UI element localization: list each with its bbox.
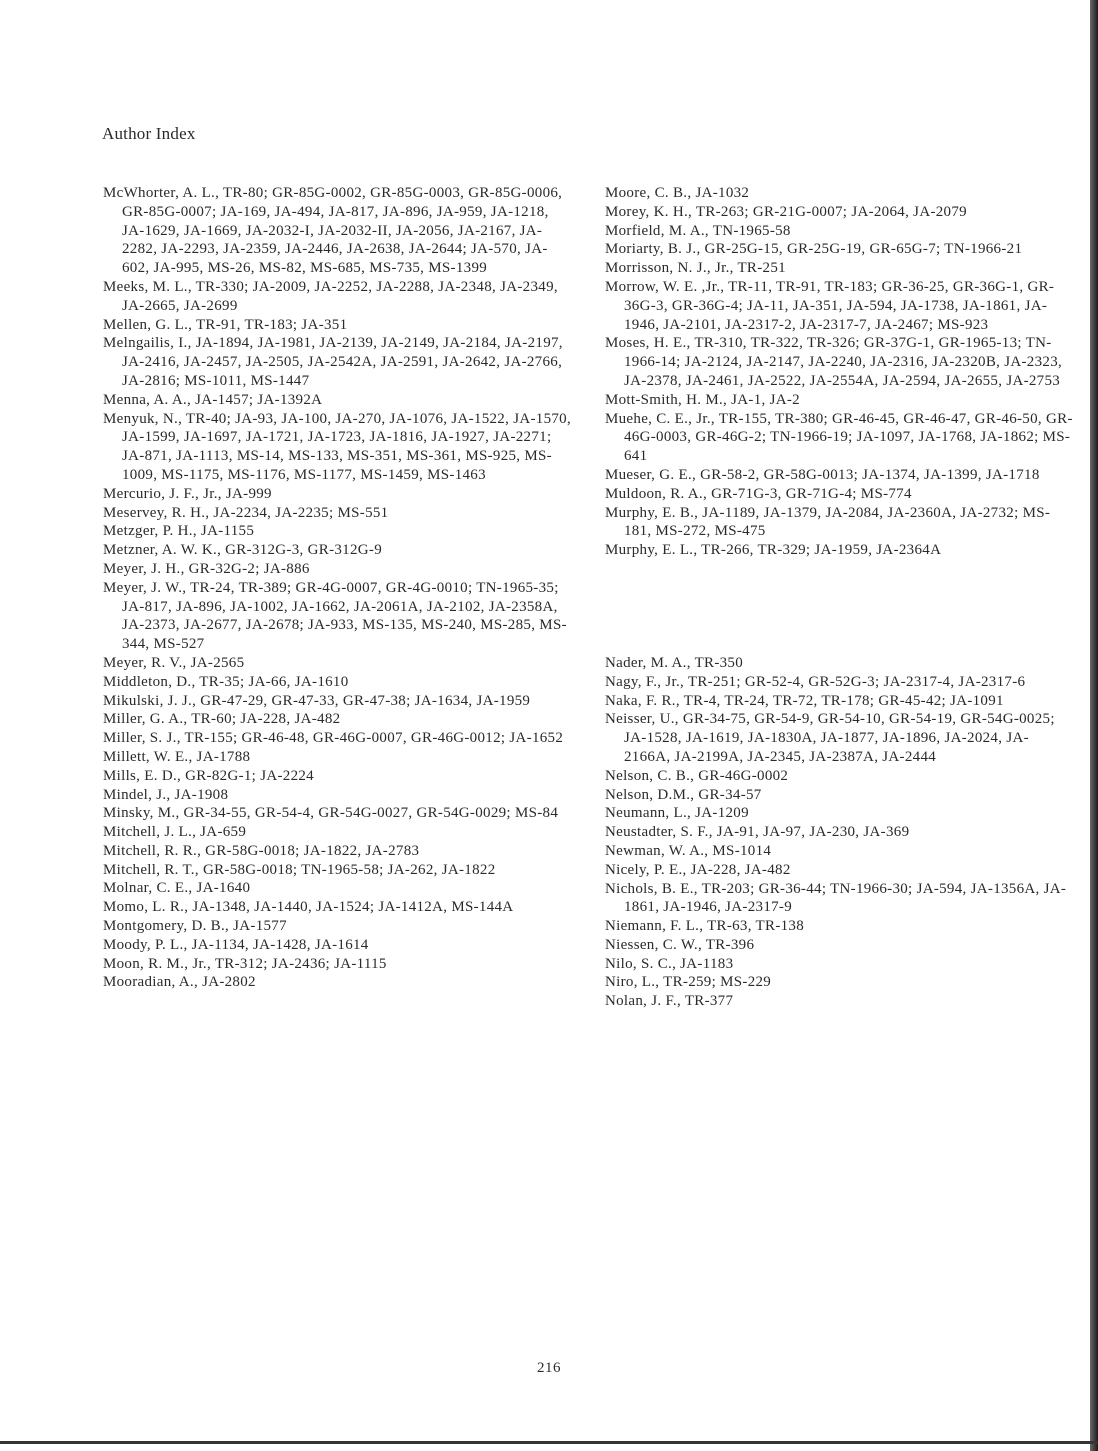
index-entry: Murphy, E. B., JA-1189, JA-1379, JA-2084, JA-2360A, JA-2732; MS-181, MS-272, MS-475 [605, 504, 1051, 540]
index-entry: Mercurio, J. F., Jr., JA-999 [103, 485, 272, 502]
index-entry: Morrow, W. E. ,Jr., TR-11, TR-91, TR-183; GR-36-25, GR-36G-1, GR-36G-3, GR-36G-4; JA-11, JA-351, JA-594, JA-1738, JA-1861, JA-1946, JA-2101, JA-2317-2, JA-2317-7, JA-2467; MS-923 [605, 278, 1055, 333]
index-entry: Muehe, C. E., Jr., TR-155, TR-380; GR-46-45, GR-46-47, GR-46-50, GR-46G-0003, GR-46G-2; TN-1966-19; JA-1097, JA-1768, JA-1862; MS-641 [605, 410, 1073, 465]
left-column [103, 184, 573, 992]
index-entry: Mitchell, R. T., GR-58G-0018; TN-1965-58; JA-262, JA-1822 [103, 861, 496, 878]
index-entry: Millett, W. E., JA-1788 [103, 748, 251, 765]
index-entry: Neisser, U., GR-34-75, GR-54-9, GR-54-10, GR-54-19, GR-54G-0025; JA-1528, JA-1619, JA-1830A, JA-1877, JA-1896, JA-2024, JA-2166A, JA-2199A, JA-2345, JA-2387A, JA-2444 [605, 711, 1055, 765]
letter-group-gap [605, 560, 1075, 654]
index-entry: Meyer, R. V., JA-2565 [103, 654, 245, 671]
index-entry: Niemann, F. L., TR-63, TR-138 [605, 918, 805, 935]
index-entry: Mitchell, R. R., GR-58G-0018; JA-1822, JA-2783 [103, 842, 420, 859]
index-entry: Murphy, E. L., TR-266, TR-329; JA-1959, JA-2364A [605, 542, 942, 559]
index-entry: Newman, W. A., MS-1014 [605, 842, 772, 859]
index-entry: Nader, M. A., TR-350 [605, 654, 744, 671]
index-entry: Mitchell, J. L., JA-659 [103, 824, 247, 841]
page-number: 216 [537, 1360, 561, 1376]
index-entry: Meeks, M. L., TR-330; JA-2009, JA-2252, JA-2288, JA-2348, JA-2349, JA-2665, JA-2699 [103, 278, 558, 314]
index-entry: Menna, A. A., JA-1457; JA-1392A [103, 391, 323, 408]
right-column [605, 184, 1075, 1011]
index-entry: Momo, L. R., JA-1348, JA-1440, JA-1524; JA-1412A, MS-144A [103, 899, 514, 916]
index-entry: Nichols, B. E., TR-203; GR-36-44; TN-1966-30; JA-594, JA-1356A, JA-1861, JA-1946, JA-2317-9 [605, 880, 1067, 916]
scan-bottom-rule [0, 1441, 1098, 1444]
index-entry: Mikulski, J. J., GR-47-29, GR-47-33, GR-47-38; JA-1634, JA-1959 [103, 692, 531, 709]
index-entry: Morrisson, N. J., Jr., TR-251 [605, 260, 786, 277]
index-entry: Molnar, C. E., JA-1640 [103, 880, 251, 897]
index-entry: Naka, F. R., TR-4, TR-24, TR-72, TR-178; GR-45-42; JA-1091 [605, 692, 1004, 709]
index-entry: Neustadter, S. F., JA-91, JA-97, JA-230, JA-369 [605, 824, 910, 841]
index-entry: McWhorter, A. L., TR-80; GR-85G-0002, GR-85G-0003, GR-85G-0006, GR-85G-0007; JA-169, JA-494, JA-817, JA-896, JA-959, JA-1218, JA-1629, JA-1669, JA-2032-I, JA-2032-II, JA-2056, JA-2167, JA-2282, JA-2293, JA-2359, JA-2446, JA-2638, JA-2644; JA-570, JA-602, JA-995, MS-26, MS-82, MS-685, MS-735, MS-1399 [103, 185, 563, 277]
index-entry: Nilo, S. C., JA-1183 [605, 955, 734, 972]
index-entry: Nelson, D.M., GR-34-57 [605, 786, 762, 803]
index-entry: Moody, P. L., JA-1134, JA-1428, JA-1614 [103, 936, 369, 953]
index-entry: Moon, R. M., Jr., TR-312; JA-2436; JA-1115 [103, 955, 387, 972]
index-entry: Melngailis, I., JA-1894, JA-1981, JA-2139, JA-2149, JA-2184, JA-2197, JA-2416, JA-2457, JA-2505, JA-2542A, JA-2591, JA-2642, JA-2766, JA-2816; MS-1011, MS-1447 [103, 335, 563, 389]
index-entry: Mueser, G. E., GR-58-2, GR-58G-0013; JA-1374, JA-1399, JA-1718 [605, 466, 1040, 483]
index-entry: Mills, E. D., GR-82G-1; JA-2224 [103, 767, 314, 784]
index-entry: Moriarty, B. J., GR-25G-15, GR-25G-19, GR-65G-7; TN-1966-21 [605, 241, 1023, 258]
index-entry: Montgomery, D. B., JA-1577 [103, 918, 287, 935]
index-entry: Niessen, C. W., TR-396 [605, 936, 755, 953]
index-entry: Niro, L., TR-259; MS-229 [605, 974, 772, 991]
index-entry: Mindel, J., JA-1908 [103, 786, 229, 803]
page-title: Author Index [102, 124, 196, 143]
index-entry: Meyer, J. W., TR-24, TR-389; GR-4G-0007, GR-4G-0010; TN-1965-35; JA-817, JA-896, JA-1002, JA-1662, JA-2061A, JA-2102, JA-2358A, JA-2373, JA-2677, JA-2678; JA-933, MS-135, MS-240, MS-285, MS-344, MS-527 [103, 579, 567, 653]
index-entry: Metzger, P. H., JA-1155 [103, 523, 255, 540]
index-entry: Metzner, A. W. K., GR-312G-3, GR-312G-9 [103, 542, 382, 559]
index-entry: Meyer, J. H., GR-32G-2; JA-886 [103, 560, 310, 577]
index-entry: Nicely, P. E., JA-228, JA-482 [605, 861, 791, 878]
index-entry: Moore, C. B., JA-1032 [605, 185, 750, 201]
index-entry: Nagy, F., Jr., TR-251; GR-52-4, GR-52G-3; JA-2317-4, JA-2317-6 [605, 673, 1026, 690]
index-entry: Mott-Smith, H. M., JA-1, JA-2 [605, 391, 800, 408]
index-entry: Mellen, G. L., TR-91, TR-183; JA-351 [103, 316, 348, 333]
index-entry: Nolan, J. F., TR-377 [605, 993, 734, 1010]
index-entry: Moses, H. E., TR-310, TR-322, TR-326; GR-37G-1, GR-1965-13; TN-1966-14; JA-2124, JA-2147, JA-2240, JA-2316, JA-2320B, JA-2323, JA-2378, JA-2461, JA-2522, JA-2554A, JA-2594, JA-2655, JA-2753 [605, 335, 1063, 389]
index-entry: Mooradian, A., JA-2802 [103, 974, 256, 991]
index-entry: Minsky, M., GR-34-55, GR-54-4, GR-54G-0027, GR-54G-0029; MS-84 [103, 805, 559, 822]
index-entry: Meservey, R. H., JA-2234, JA-2235; MS-551 [103, 504, 389, 521]
index-entry: Middleton, D., TR-35; JA-66, JA-1610 [103, 673, 349, 690]
index-entry: Morfield, M. A., TN-1965-58 [605, 222, 791, 239]
scan-edge-bar [1090, 0, 1098, 1451]
index-entry: Menyuk, N., TR-40; JA-93, JA-100, JA-270, JA-1076, JA-1522, JA-1570, JA-1599, JA-1697, JA-1721, JA-1723, JA-1816, JA-1927, JA-2271; JA-871, JA-1113, MS-14, MS-133, MS-351, MS-361, MS-925, MS-1009, MS-1175, MS-1176, MS-1177, MS-1459, MS-1463 [103, 410, 572, 483]
index-entry: Miller, S. J., TR-155; GR-46-48, GR-46G-0007, GR-46G-0012; JA-1652 [103, 730, 564, 747]
index-entry: Nelson, C. B., GR-46G-0002 [605, 767, 789, 784]
index-entry: Miller, G. A., TR-60; JA-228, JA-482 [103, 711, 341, 728]
index-entry: Morey, K. H., TR-263; GR-21G-0007; JA-2064, JA-2079 [605, 203, 967, 220]
index-entry: Muldoon, R. A., GR-71G-3, GR-71G-4; MS-774 [605, 485, 912, 502]
index-entry: Neumann, L., JA-1209 [605, 805, 749, 822]
